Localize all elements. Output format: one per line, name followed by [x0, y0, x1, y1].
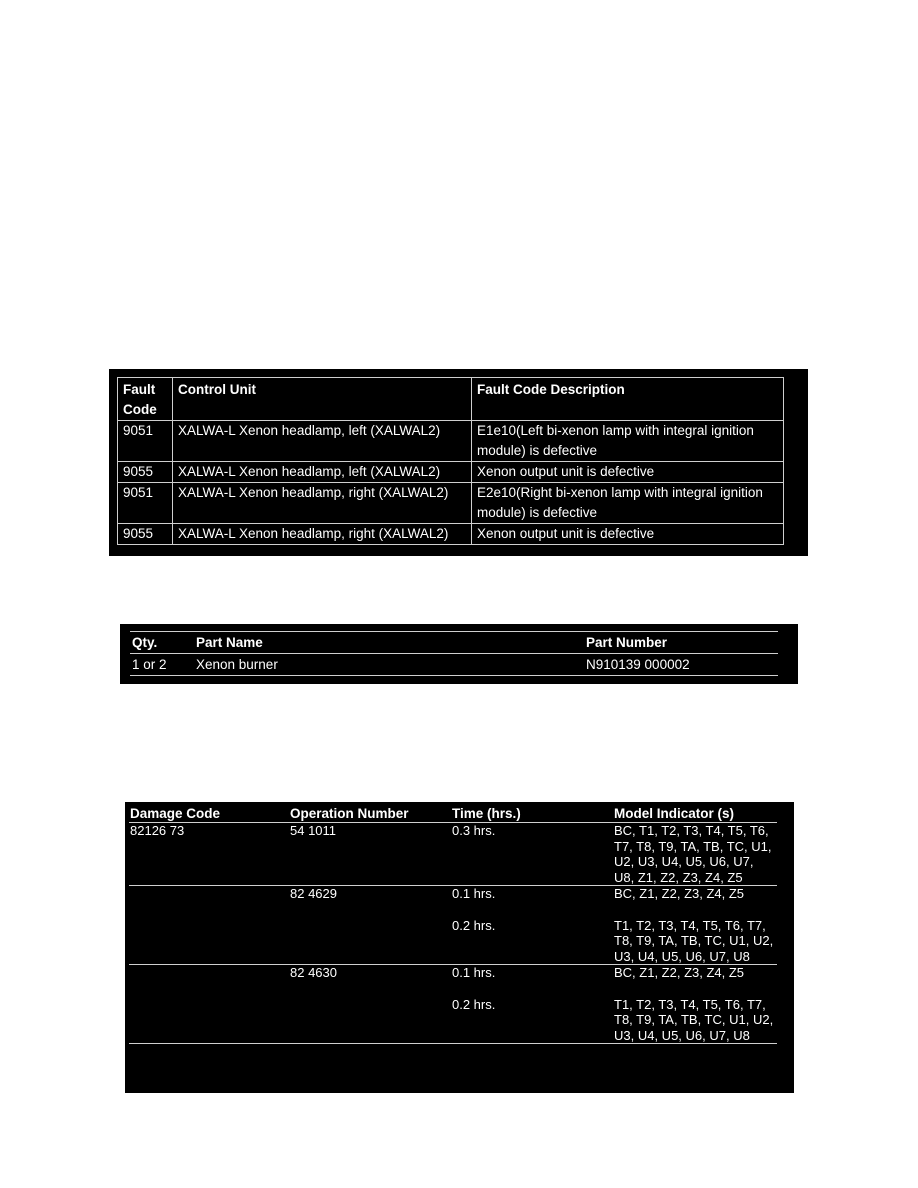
labor-table — [129, 806, 777, 1044]
labor-panel — [125, 802, 794, 1093]
header-part-name: Part Name — [194, 632, 584, 654]
damage-code — [129, 965, 289, 1044]
labor-time — [451, 965, 613, 1044]
table-row — [130, 654, 778, 676]
table-row — [129, 823, 777, 886]
model-indicator-b: T1, T2, T3, T4, T5, T6, T7, T8, T9, TA, TB, TC, U1, U2, U3, U4, U5, U6, U7, U8 — [614, 996, 774, 1043]
labor-time-a: 0.1 hrs. — [452, 965, 496, 980]
damage-code — [129, 886, 289, 965]
parts-table-header — [130, 632, 778, 654]
fault-code: 9055 — [118, 462, 173, 483]
control-unit: XALWA-L Xenon headlamp, right (XALWAL2) — [173, 524, 472, 545]
fault-code-panel — [109, 369, 808, 556]
table-row — [118, 421, 784, 462]
table-row — [118, 524, 784, 545]
header-damage-code: Damage Code — [129, 806, 289, 823]
fault-description: E1e10(Left bi-xenon lamp with integral ignition module) is defective — [472, 421, 784, 462]
damage-code: 82126 73 — [129, 823, 289, 886]
header-fault-description: Fault Code Description — [472, 378, 784, 421]
fault-code: 9051 — [118, 483, 173, 524]
part-name: Xenon burner — [194, 654, 584, 676]
labor-time-b: 0.2 hrs. — [452, 917, 496, 933]
header-fault-code: Fault Code — [118, 378, 173, 421]
table-row — [118, 483, 784, 524]
header-model-indicator: Model Indicator (s) — [613, 806, 777, 823]
operation-number: 54 1011 — [289, 823, 451, 886]
parts-panel — [120, 624, 798, 684]
fault-description: Xenon output unit is defective — [472, 462, 784, 483]
header-control-unit: Control Unit — [173, 378, 472, 421]
control-unit: XALWA-L Xenon headlamp, left (XALWAL2) — [173, 462, 472, 483]
header-qty: Qty. — [130, 632, 194, 654]
fault-table-header — [118, 378, 784, 421]
model-indicator-a: BC, Z1, Z2, Z3, Z4, Z5 — [614, 965, 745, 980]
operation-number: 82 4630 — [289, 965, 451, 1044]
labor-time — [451, 886, 613, 965]
model-indicator-b: T1, T2, T3, T4, T5, T6, T7, T8, T9, TA, TB, TC, U1, U2, U3, U4, U5, U6, U7, U8 — [614, 917, 774, 964]
control-unit: XALWA-L Xenon headlamp, right (XALWAL2) — [173, 483, 472, 524]
header-time: Time (hrs.) — [451, 806, 613, 823]
fault-code-table — [117, 377, 784, 545]
labor-time-b: 0.2 hrs. — [452, 996, 496, 1012]
table-row — [129, 886, 777, 965]
labor-time: 0.3 hrs. — [451, 823, 613, 886]
table-row — [118, 462, 784, 483]
model-indicator — [613, 965, 777, 1044]
header-part-number: Part Number — [584, 632, 778, 654]
model-indicator — [613, 886, 777, 965]
labor-time-a: 0.1 hrs. — [452, 886, 496, 901]
operation-number: 82 4629 — [289, 886, 451, 965]
parts-table — [130, 631, 778, 676]
fault-code: 9051 — [118, 421, 173, 462]
part-number: N910139 000002 — [584, 654, 778, 676]
fault-code: 9055 — [118, 524, 173, 545]
labor-table-header — [129, 806, 777, 823]
control-unit: XALWA-L Xenon headlamp, left (XALWAL2) — [173, 421, 472, 462]
header-operation-number: Operation Number — [289, 806, 451, 823]
part-qty: 1 or 2 — [130, 654, 194, 676]
table-row — [129, 965, 777, 1044]
model-indicator: BC, T1, T2, T3, T4, T5, T6, T7, T8, T9, TA, TB, TC, U1, U2, U3, U4, U5, U6, U7, U8, Z1, Z2, Z3, Z4, Z5 — [613, 823, 777, 886]
fault-description: E2e10(Right bi-xenon lamp with integral ignition module) is defective — [472, 483, 784, 524]
model-indicator-a: BC, Z1, Z2, Z3, Z4, Z5 — [614, 886, 745, 901]
fault-description: Xenon output unit is defective — [472, 524, 784, 545]
